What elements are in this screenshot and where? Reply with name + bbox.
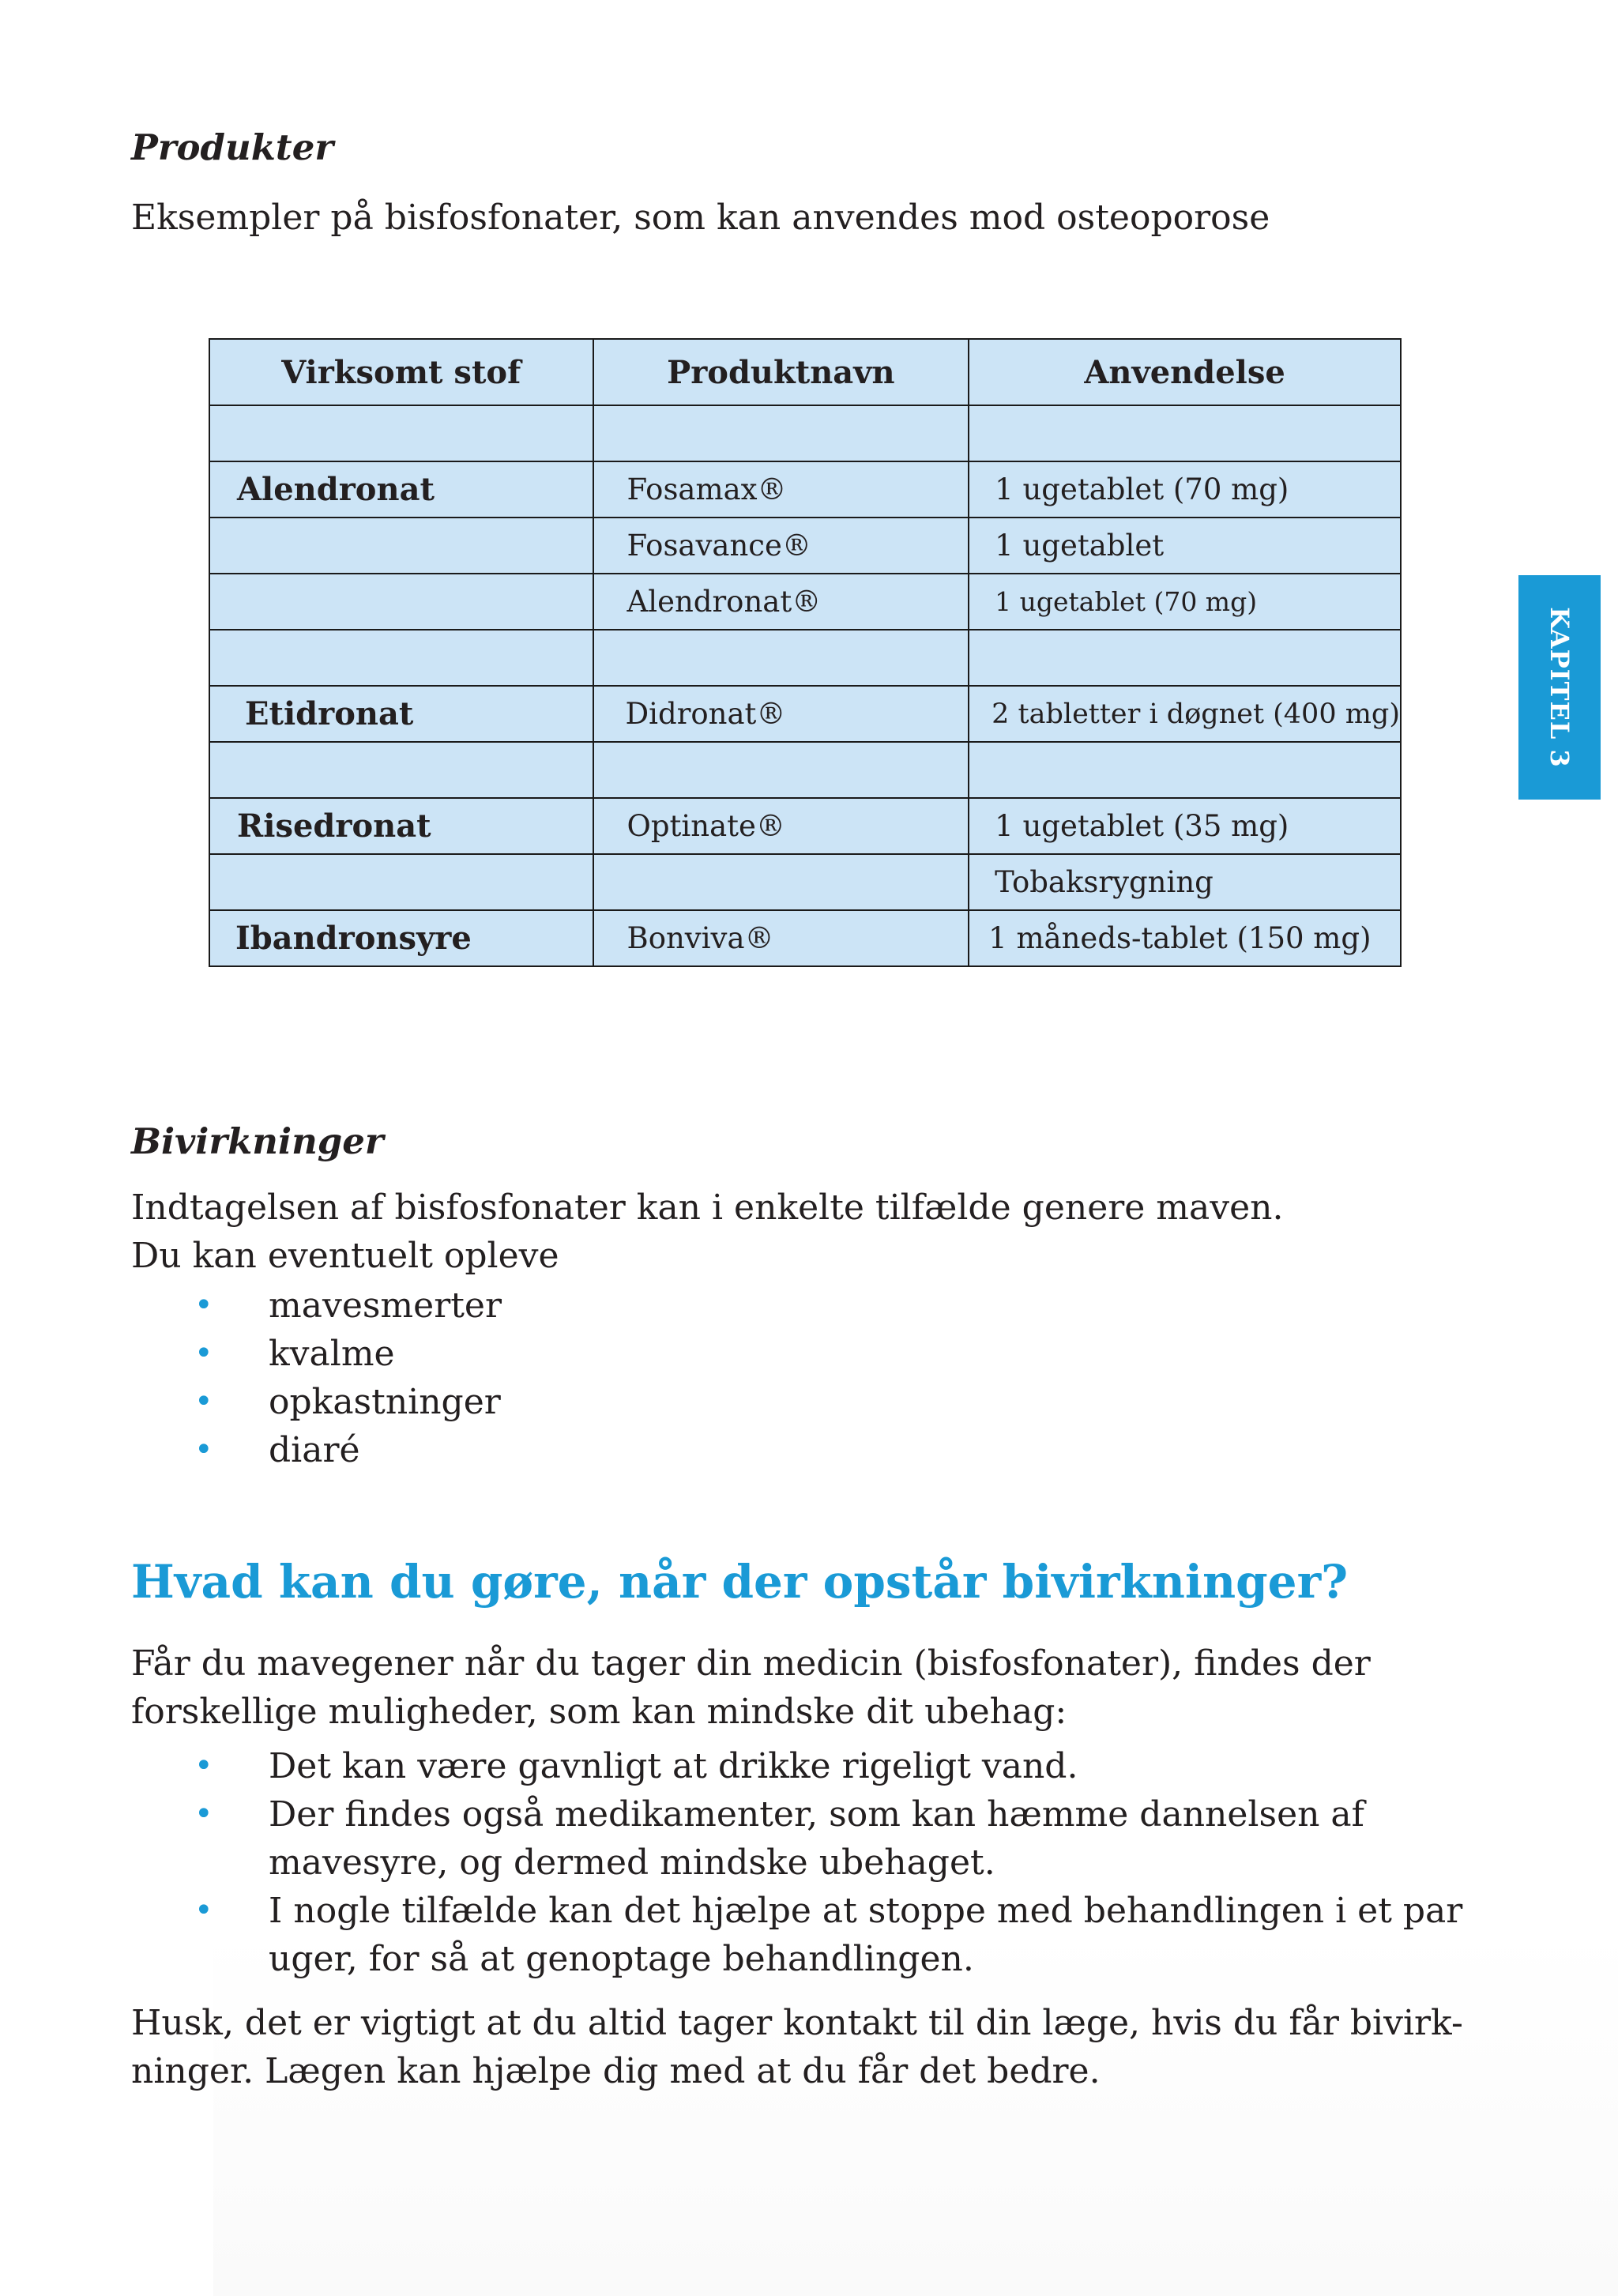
table-row (209, 461, 1401, 518)
cell-product (593, 854, 969, 910)
side-effects-heading: Bivirkninger (131, 1120, 384, 1162)
list-item (131, 1378, 502, 1426)
list-item (131, 1282, 502, 1330)
header-product: Produktnavn (593, 339, 969, 405)
list-item (131, 1330, 502, 1378)
cell-substance (209, 854, 593, 910)
cell-substance: Risedronat (209, 798, 593, 854)
cell-substance: Ibandronsyre (209, 910, 593, 966)
chapter-tab-label: KAPITEL 3 (1545, 607, 1575, 768)
cell-usage: 1 ugetablet (70 mg) (969, 574, 1401, 630)
cell-usage: 1 ugetablet (70 mg) (969, 461, 1401, 518)
table-row (209, 630, 1401, 686)
side-effects-line: Du kan eventuelt opleve (131, 1236, 559, 1276)
side-effects-intro (131, 1184, 1283, 1280)
table-row (209, 798, 1401, 854)
cell-product: Optinate® (593, 798, 969, 854)
header-usage: Anvendelse (969, 339, 1401, 405)
list-item-line: I nogle tilfælde kan det hjælpe at stoppe med behandlingen i et par (269, 1891, 1463, 1931)
remedies-intro-line: forskellige muligheder, som kan mindske dit ubehag: (131, 1692, 1067, 1732)
products-intro-line: Eksempler på bisfosfonater, som kan anvendes mod osteoporose (131, 198, 1270, 238)
bullet-dot-icon: • (194, 1287, 213, 1323)
cell-substance (209, 518, 593, 574)
list-item-text: diaré (269, 1430, 360, 1470)
cell-product: Bonviva® (593, 910, 969, 966)
remedies-heading: Hvad kan du gøre, når der opstår bivirkninger? (131, 1555, 1349, 1609)
cell-usage (969, 742, 1401, 798)
cell-product (593, 405, 969, 461)
table-row (209, 854, 1401, 910)
list-item-text: kvalme (269, 1334, 395, 1374)
list-item-line: Der findes også medikamenter, som kan hæmme dannelsen af (269, 1794, 1364, 1835)
bullet-dot-icon: • (194, 1796, 213, 1832)
list-item-text: opkastninger (269, 1382, 501, 1422)
side-effects-list (131, 1282, 502, 1474)
cell-product: Fosamax® (593, 461, 969, 518)
remedies-closing (131, 1999, 1463, 2095)
cell-product: Didronat® (593, 686, 969, 742)
table-header-row (209, 339, 1401, 405)
table-row (209, 742, 1401, 798)
list-item-line: uger, for så at genoptage behandlingen. (269, 1939, 974, 1979)
bullet-dot-icon: • (194, 1432, 213, 1468)
list-item (131, 1742, 1462, 1790)
remedies-list (131, 1742, 1462, 1983)
list-item-line: mavesyre, og dermed mindske ubehaget. (269, 1842, 995, 1883)
products-intro (131, 194, 1270, 242)
products-heading: Produkter (131, 126, 334, 168)
header-substance: Virksomt stof (209, 339, 593, 405)
remedies-closing-line: Husk, det er vigtigt at du altid tager kontakt til din læge, hvis du får bivirk- (131, 2003, 1463, 2043)
chapter-tab (1518, 575, 1601, 800)
bullet-dot-icon: • (194, 1383, 213, 1420)
cell-usage: 1 ugetablet (969, 518, 1401, 574)
cell-product (593, 742, 969, 798)
bullet-dot-icon: • (194, 1748, 213, 1784)
cell-product: Fosavance® (593, 518, 969, 574)
list-item-text: mavesmerter (269, 1285, 502, 1326)
table-row (209, 518, 1401, 574)
cell-substance: Etidronat (209, 686, 593, 742)
cell-usage: 1 måneds-tablet (150 mg) (969, 910, 1401, 966)
cell-substance (209, 405, 593, 461)
cell-product (593, 630, 969, 686)
cell-substance (209, 742, 593, 798)
table-row (209, 574, 1401, 630)
bullet-dot-icon: • (194, 1335, 213, 1372)
cell-substance: Alendronat (209, 461, 593, 518)
remedies-closing-line: ninger. Lægen kan hjælpe dig med at du får det bedre. (131, 2051, 1101, 2091)
cell-usage: 1 ugetablet (35 mg) (969, 798, 1401, 854)
side-effects-line: Indtagelsen af bisfosfonater kan i enkelte tilfælde genere maven. (131, 1188, 1284, 1228)
products-table (209, 338, 1402, 967)
cell-product: Alendronat® (593, 574, 969, 630)
cell-substance (209, 574, 593, 630)
list-item (131, 1426, 502, 1474)
cell-usage (969, 405, 1401, 461)
cell-usage: 2 tabletter i døgnet (400 mg) (969, 686, 1401, 742)
list-item-line: Det kan være gavnligt at drikke rigeligt vand. (269, 1746, 1078, 1786)
cell-usage: Tobaksrygning (969, 854, 1401, 910)
cell-substance (209, 630, 593, 686)
remedies-intro (131, 1639, 1371, 1736)
table-row (209, 686, 1401, 742)
remedies-intro-line: Får du mavegener når du tager din medicin (bisfosfonater), findes der (131, 1643, 1371, 1684)
table-row (209, 405, 1401, 461)
cell-usage (969, 630, 1401, 686)
table-row (209, 910, 1401, 966)
list-item (131, 1887, 1462, 1983)
list-item (131, 1790, 1462, 1887)
bullet-dot-icon: • (194, 1892, 213, 1929)
